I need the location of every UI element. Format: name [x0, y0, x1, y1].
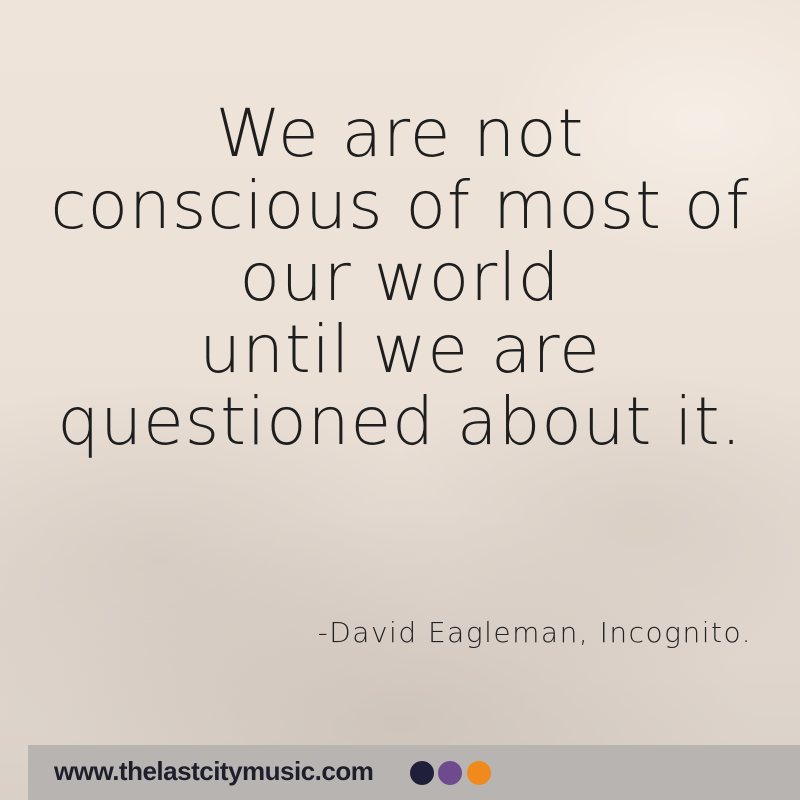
purple-dot-icon: [438, 761, 462, 785]
quote-attribution: -David Eagleman, Incognito.: [317, 616, 752, 649]
quote-line: conscious of most of: [50, 167, 750, 244]
quote-line: questioned about it.: [57, 383, 743, 460]
website-url: www.thelastcitymusic.com: [54, 756, 374, 786]
quote-text: [0, 95, 800, 460]
dark-dot-icon: [410, 761, 434, 785]
footer-bar: [28, 745, 800, 800]
quote-line: our world: [239, 239, 561, 316]
quote-line: We are not: [215, 95, 585, 172]
quote-line: until we are: [199, 311, 601, 388]
orange-dot-icon: [467, 761, 491, 785]
